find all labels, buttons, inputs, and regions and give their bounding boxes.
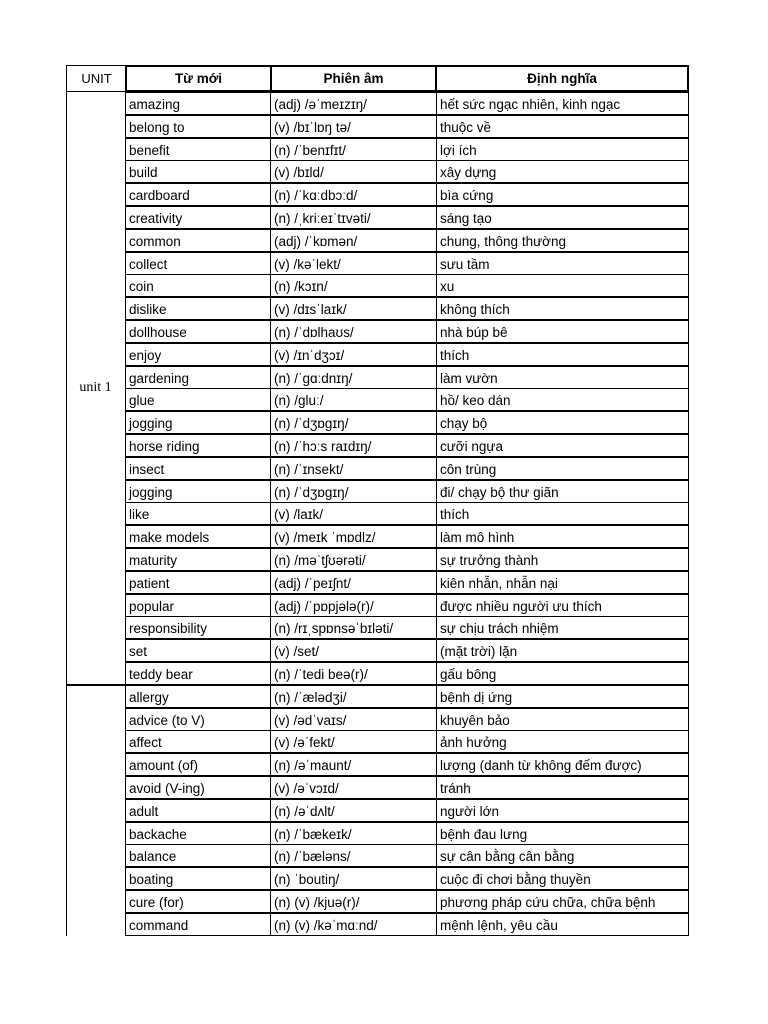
table-row — [125, 526, 689, 549]
definition-cell: xây dựng — [436, 160, 689, 183]
pronunciation-cell: (n) /ˌkriːeɪˈtɪvəti/ — [270, 206, 437, 229]
pronunciation-cell: (v) /ɪnˈdʒɔɪ/ — [270, 343, 437, 366]
word-cell: maturity — [125, 548, 271, 571]
pronunciation-cell: (n) /ˈdɒlhaʊs/ — [270, 320, 437, 343]
definition-cell: sự chịu trách nhiệm — [436, 616, 689, 639]
table-row — [125, 686, 689, 709]
word-cell: dislike — [125, 297, 271, 320]
word-cell: coin — [125, 274, 271, 297]
table-row — [125, 663, 689, 686]
pronunciation-cell: (n) /ˈɪnsekt/ — [270, 457, 437, 480]
pronunciation-cell: (n) /ˈhɔːs raɪdɪŋ/ — [270, 434, 437, 457]
definition-cell: cưỡi ngựa — [436, 434, 689, 457]
header-pronunciation: Phiên âm — [270, 65, 437, 92]
definition-cell: thích — [436, 502, 689, 525]
word-cell: cardboard — [125, 183, 271, 206]
definition-cell: thích — [436, 343, 689, 366]
word-cell: patient — [125, 571, 271, 594]
word-cell: teddy bear — [125, 662, 271, 685]
pronunciation-cell: (n) /məˈtʃʊərəti/ — [270, 548, 437, 571]
table-row — [125, 572, 689, 595]
table-row — [125, 845, 689, 868]
word-cell: popular — [125, 594, 271, 617]
definition-cell: đi/ chạy bộ thư giãn — [436, 480, 689, 503]
word-cell: responsibility — [125, 616, 271, 639]
word-cell: build — [125, 160, 271, 183]
word-cell: like — [125, 502, 271, 525]
table-row — [125, 298, 689, 321]
pronunciation-cell: (n) (v) /kjuə(r)/ — [270, 890, 437, 913]
definition-cell: chung, thông thường — [436, 229, 689, 252]
definition-cell: sự cân bằng cân bằng — [436, 844, 689, 867]
table-row — [125, 481, 689, 504]
word-cell: collect — [125, 252, 271, 275]
definition-cell: sưu tầm — [436, 252, 689, 275]
table-row — [125, 731, 689, 754]
definition-cell: lợi ích — [436, 138, 689, 161]
definition-cell: hết sức ngạc nhiên, kinh ngạc — [436, 92, 689, 115]
definition-cell: làm mô hình — [436, 525, 689, 548]
pronunciation-cell: (n) /ˈtedi beə(r)/ — [270, 662, 437, 685]
definition-cell: gấu bông — [436, 662, 689, 685]
definition-cell: hồ/ keo dán — [436, 388, 689, 411]
table-row — [125, 868, 689, 891]
word-cell: common — [125, 229, 271, 252]
pronunciation-cell: (n) /ˈælədʒi/ — [270, 685, 437, 708]
table-row — [125, 184, 689, 207]
definition-cell: nhà búp bê — [436, 320, 689, 343]
table-row — [125, 754, 689, 777]
definition-cell: kiên nhẫn, nhẫn nại — [436, 571, 689, 594]
word-cell: jogging — [125, 480, 271, 503]
definition-cell: cuộc đi chơi bằng thuyền — [436, 867, 689, 890]
definition-cell: ảnh hưởng — [436, 730, 689, 753]
pronunciation-cell: (n) (v) /kəˈmɑːnd/ — [270, 913, 437, 936]
pronunciation-cell: (adj) /ˈkɒmən/ — [270, 229, 437, 252]
pronunciation-cell: (adj) /ˈpeɪʃnt/ — [270, 571, 437, 594]
table-row — [125, 823, 689, 846]
table-row — [125, 321, 689, 344]
table-row — [125, 891, 689, 914]
pronunciation-cell: (n) /ˈkɑːdbɔːd/ — [270, 183, 437, 206]
word-cell: gardening — [125, 366, 271, 389]
word-cell: affect — [125, 730, 271, 753]
word-cell: balance — [125, 844, 271, 867]
pronunciation-cell: (adj) /əˈmeɪzɪŋ/ — [270, 92, 437, 115]
word-cell: belong to — [125, 115, 271, 138]
pronunciation-cell: (n) ˈboutiŋ/ — [270, 867, 437, 890]
header-unit: UNIT — [66, 65, 126, 92]
definition-cell: mệnh lệnh, yêu cầu — [436, 913, 689, 936]
word-cell: glue — [125, 388, 271, 411]
table-row — [125, 344, 689, 367]
definition-cell: côn trùng — [436, 457, 689, 480]
definition-cell: bệnh đau lưng — [436, 822, 689, 845]
definition-cell: làm vườn — [436, 366, 689, 389]
word-cell: dollhouse — [125, 320, 271, 343]
table-row — [125, 389, 689, 412]
pronunciation-cell: (n) /ˈɡɑːdnɪŋ/ — [270, 366, 437, 389]
word-cell: allergy — [125, 685, 271, 708]
table-row — [125, 617, 689, 640]
table-row — [125, 161, 689, 184]
word-cell: amazing — [125, 92, 271, 115]
table-row — [125, 709, 689, 732]
word-cell: advice (to V) — [125, 708, 271, 731]
table-row — [125, 595, 689, 618]
table-row — [125, 412, 689, 435]
word-cell: set — [125, 639, 271, 662]
definition-cell: người lớn — [436, 799, 689, 822]
pronunciation-cell: (adj) /ˈpɒpjələ(r)/ — [270, 594, 437, 617]
pronunciation-cell: (v) /ədˈvaɪs/ — [270, 708, 437, 731]
word-cell: avoid (V-ing) — [125, 776, 271, 799]
pronunciation-cell: (v) /bɪˈlɒŋ tə/ — [270, 115, 437, 138]
pronunciation-cell: (n) /ˈbenɪfɪt/ — [270, 138, 437, 161]
pronunciation-cell: (v) /meɪk ˈmɒdlz/ — [270, 525, 437, 548]
table-row — [125, 116, 689, 139]
table-row — [125, 800, 689, 823]
definition-cell: (mặt trời) lặn — [436, 639, 689, 662]
pronunciation-cell: (n) /ˈbækeɪk/ — [270, 822, 437, 845]
word-cell: amount (of) — [125, 753, 271, 776]
pronunciation-cell: (v) /bɪld/ — [270, 160, 437, 183]
pronunciation-cell: (n) /rɪˌspɒnsəˈbɪləti/ — [270, 616, 437, 639]
definition-cell: phương pháp cứu chữa, chữa bệnh — [436, 890, 689, 913]
pronunciation-cell: (n) /ˈdʒɒɡɪŋ/ — [270, 480, 437, 503]
pronunciation-cell: (v) /laɪk/ — [270, 502, 437, 525]
word-cell: enjoy — [125, 343, 271, 366]
table-row — [125, 230, 689, 253]
unit-column-block — [66, 685, 125, 936]
definition-cell: bệnh dị ứng — [436, 685, 689, 708]
table-row — [125, 435, 689, 458]
word-cell: creativity — [125, 206, 271, 229]
pronunciation-cell: (n) /ˈbæləns/ — [270, 844, 437, 867]
definition-cell: tránh — [436, 776, 689, 799]
word-cell: boating — [125, 867, 271, 890]
table-row — [125, 275, 689, 298]
word-cell: horse riding — [125, 434, 271, 457]
pronunciation-cell: (v) /set/ — [270, 639, 437, 662]
table-row — [125, 253, 689, 276]
pronunciation-cell: (v) /dɪsˈlaɪk/ — [270, 297, 437, 320]
table-row — [125, 640, 689, 663]
table-row — [125, 549, 689, 572]
word-cell: backache — [125, 822, 271, 845]
table-row — [125, 207, 689, 230]
pronunciation-cell: (v) /əˈvɔɪd/ — [270, 776, 437, 799]
word-cell: command — [125, 913, 271, 936]
unit-label: unit 1 — [79, 380, 112, 395]
definition-cell: chạy bộ — [436, 411, 689, 434]
pronunciation-cell: (n) /kɔɪn/ — [270, 274, 437, 297]
definition-cell: xu — [436, 274, 689, 297]
pronunciation-cell: (n) /ˈdʒɒɡɪŋ/ — [270, 411, 437, 434]
word-cell: cure (for) — [125, 890, 271, 913]
header-definition: Định nghĩa — [435, 65, 689, 92]
definition-cell: sáng tạo — [436, 206, 689, 229]
pronunciation-cell: (v) /əˈfekt/ — [270, 730, 437, 753]
definition-cell: lượng (danh từ không đếm được) — [436, 753, 689, 776]
table-row — [125, 458, 689, 481]
table-row — [125, 914, 689, 937]
definition-cell: khuyên bảo — [436, 708, 689, 731]
word-cell: make models — [125, 525, 271, 548]
word-cell: benefit — [125, 138, 271, 161]
pronunciation-cell: (n) /ɡluː/ — [270, 388, 437, 411]
table-row — [125, 503, 689, 526]
definition-cell: bìa cứng — [436, 183, 689, 206]
definition-cell: sự trưởng thành — [436, 548, 689, 571]
word-cell: jogging — [125, 411, 271, 434]
word-cell: insect — [125, 457, 271, 480]
table-row — [125, 777, 689, 800]
header-word: Từ mới — [125, 65, 272, 92]
definition-cell: được nhiều người ưu thích — [436, 594, 689, 617]
table-row — [125, 93, 689, 116]
word-cell: adult — [125, 799, 271, 822]
definition-cell: thuộc về — [436, 115, 689, 138]
table-row — [125, 367, 689, 390]
pronunciation-cell: (n) /əˈdʌlt/ — [270, 799, 437, 822]
definition-cell: không thích — [436, 297, 689, 320]
table-row — [125, 139, 689, 162]
pronunciation-cell: (v) /kəˈlekt/ — [270, 252, 437, 275]
pronunciation-cell: (n) /əˈmaunt/ — [270, 753, 437, 776]
